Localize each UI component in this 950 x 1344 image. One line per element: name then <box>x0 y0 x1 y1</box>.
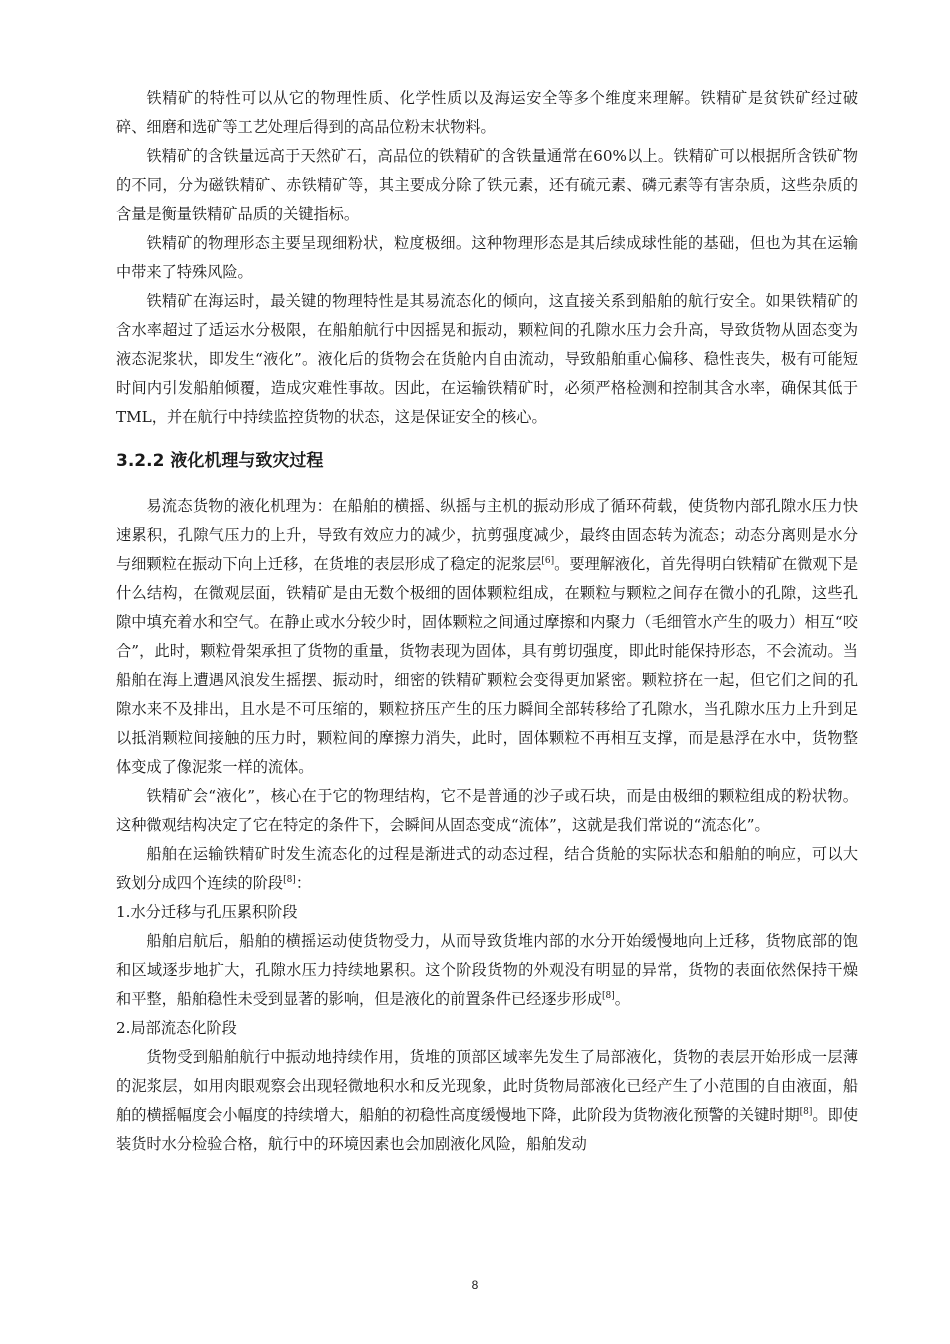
body-paragraph: 铁精矿的含铁量远高于天然矿石，高品位的铁精矿的含铁量通常在60%以上。铁精矿可以根据所含铁矿物的不同，分为磁铁精矿、赤铁精矿等，其主要成分除了铁元素，还有硫元素、磷元素等有害杂质，这些杂质的含量是衡量铁精矿品质的关键指标。 <box>116 147 858 223</box>
page-number: 8 <box>471 1278 479 1292</box>
stage-2-title: 2.局部流态化阶段 <box>116 1019 237 1037</box>
body-paragraph: 铁精矿在海运时，最关键的物理特性是其易流态化的倾向，这直接关系到船舶的航行安全。如果铁精矿的含水率超过了适运水分极限，在船舶航行中因摇晃和振动，颗粒间的孔隙水压力会升高，导致货物从固态变为液态泥浆状，即发生“液化”。液化后的货物会在货舱内自由流动，导致船舶重心偏移、稳性丧失，极有可能短时间内引发船舶倾覆，造成灾难性事故。因此，在运输铁精矿时，必须严格检测和控制其含水率，确保其低于TML，并在航行中持续监控货物的状态，这是保证安全的核心。 <box>116 292 858 426</box>
stages-intro-text-1: 船舶在运输铁精矿时发生流态化的过程是渐进式的动态过程，结合货舱的实际状态和船舶的响应，可以大致划分成四个连续的阶段 <box>116 845 858 892</box>
citation: [8] <box>283 875 296 885</box>
mechanism-text-1: 易流态货物的液化机理为：在船舶的横摇、纵摇与主机的振动形成了循环荷载，使货物内部孔隙水压力快速累积，孔隙气压力的上升，导致有效应力的减少，抗剪强度减少，最终由固态转为流态；动态分离则是水分与细颗粒在振动下向上迁移，在货堆的表层形成了稳定的泥浆层 <box>116 497 858 573</box>
stage-2-paragraph <box>116 1043 858 1159</box>
stages-intro-paragraph <box>116 840 858 898</box>
stages-intro-text-2: ： <box>295 874 311 892</box>
stage-1-title: 1.水分迁移与孔压累积阶段 <box>116 903 298 921</box>
body-paragraph: 铁精矿的特性可以从它的物理性质、化学性质以及海运安全等多个维度来理解。铁精矿是贫铁矿经过破碎、细磨和选矿等工艺处理后得到的高品位粉末状物料。 <box>116 89 858 136</box>
stage-2-text-2: 。即使装货时水分检验合格，航行中的环境因素也会加剧液化风险，船舶发动 <box>116 1106 859 1153</box>
mechanism-paragraph <box>116 492 858 782</box>
citation: [8] <box>602 991 615 1001</box>
citation: [6] <box>541 556 555 566</box>
document-body <box>116 84 858 1159</box>
stage-1-paragraph <box>116 927 858 1014</box>
mechanism-text-2: 。要理解液化，首先得明白铁精矿在微观下是什么结构，在微观层面，铁精矿是由无数个极细的固体颗粒组成，在颗粒与颗粒之间存在微小的孔隙，这些孔隙中填充着水和空气。在静止或水分较少时，固体颗粒之间通过摩擦和内聚力（毛细管水产生的吸力）相互“咬合”，此时，颗粒骨架承担了货物的重量，货物表现为固体，具有剪切强度，即此时能保持形态，不会流动。当船舶在海上遭遇风浪发生摇摆、振动时，细密的铁精矿颗粒会变得更加紧密。颗粒挤在一起，但它们之间的孔隙水来不及排出，且水是不可压缩的，颗粒挤压产生的压力瞬间全部转移给了孔隙水，当孔隙水压力上升到足以抵消颗粒间接触的压力时，颗粒间的摩擦力消失，此时，固体颗粒不再相互支撑，而是悬浮在水中，货物整体变成了像泥浆一样的流体。 <box>116 555 859 776</box>
stage-1-text-2: 。 <box>614 990 630 1008</box>
stage-1-text-1: 船舶启航后，船舶的横摇运动使货物受力，从而导致货堆内部的水分开始缓慢地向上迁移，货物底部的饱和区域逐步地扩大，孔隙水压力持续地累积。这个阶段货物的外观没有明显的异常，货物的表面依然保持干燥和平整，船舶稳性未受到显著的影响，但是液化的前置条件已经逐步形成 <box>116 932 858 1008</box>
body-paragraph: 铁精矿的物理形态主要呈现细粉状，粒度极细。这种物理形态是其后续成球性能的基础，但也为其在运输中带来了特殊风险。 <box>116 234 858 281</box>
body-paragraph: 铁精矿会“液化”，核心在于它的物理结构，它不是普通的沙子或石块，而是由极细的颗粒组成的粉状物。这种微观结构决定了它在特定的条件下，会瞬间从固态变成“流体”，这就是我们常说的“流态化”。 <box>116 787 858 834</box>
section-heading: 3.2.2 液化机理与致灾过程 <box>116 451 324 471</box>
stage-2-text-1: 货物受到船舶航行中振动地持续作用，货堆的顶部区域率先发生了局部液化，货物的表层开始形成一层薄的泥浆层，如用肉眼观察会出现轻微地积水和反光现象，此时货物局部液化已经产生了小范围的自由液面，船舶的横摇幅度会小幅度的持续增大，船舶的初稳性高度缓慢地下降，此阶段为货物液化预警的关键时期 <box>116 1048 858 1124</box>
citation: [8] <box>799 1107 813 1117</box>
